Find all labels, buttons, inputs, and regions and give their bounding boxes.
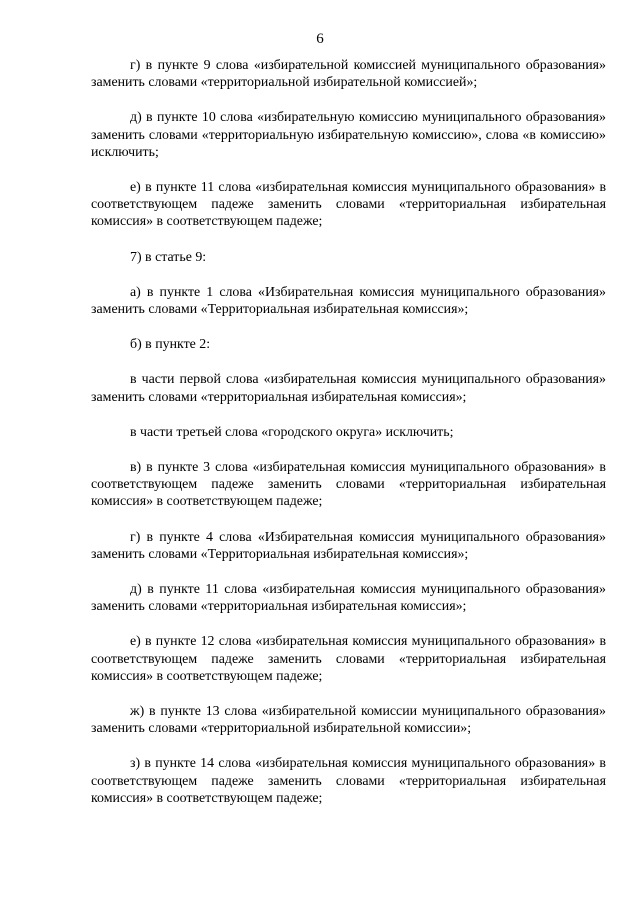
paragraph-zh-item-13: ж) в пункте 13 слова «избирательной комиссии муниципального образования» заменить словами «территориальной избирательной комиссии»; (91, 704, 606, 737)
paragraph-v-item-3: в) в пункте 3 слова «избирательная комиссия муниципального образования» в соответствующем падеже заменить словами «территориальная избирательная комиссия» в соответствующем падеже; (91, 460, 606, 510)
paragraph-d-item-10: д) в пункте 10 слова «избирательную комиссию муниципального образования» заменить словами «территориальную избирательную комиссию», слова «в комиссию» исключить; (91, 110, 606, 160)
paragraph-g-item-9: г) в пункте 9 слова «избирательной комиссией муниципального образования» заменить словами «территориальной избирательной комиссией»; (91, 58, 606, 91)
paragraph-b-item-2-heading: б) в пункте 2: (130, 337, 211, 353)
paragraph-g-item-4: г) в пункте 4 слова «Избирательная комиссия муниципального образования» заменить словами «Территориальная избирательная комиссия»; (91, 529, 606, 562)
page-number: 6 (316, 31, 324, 47)
paragraph-article-9-heading: 7) в статье 9: (130, 249, 207, 265)
paragraph-a-item-1: а) в пункте 1 слова «Избирательная комиссия муниципального образования» заменить словами «Территориальная избирательная комиссия»; (91, 284, 606, 318)
paragraph-part-one: в части первой слова «избирательная комиссия муниципального образования» заменить словами «территориальная избирательная комиссия»; (91, 372, 606, 405)
paragraph-e-item-11: е) в пункте 11 слова «избирательная комиссия муниципального образования» в соответствующем падеже заменить словами «территориальная избирательная комиссия» в соответствующем падеже; (91, 180, 606, 230)
paragraph-z-item-14: з) в пункте 14 слова «избирательная комиссия муниципального образования» в соответствующем падеже заменить словами «территориальная избирательная комиссия» в соответствующем падеже; (91, 756, 606, 806)
document-body (91, 57, 606, 825)
paragraph-d-item-11: д) в пункте 11 слова «избирательная комиссия муниципального образования» заменить словами «территориальная избирательная комиссия»; (91, 582, 606, 615)
paragraph-e-item-12: е) в пункте 12 слова «избирательная комиссия муниципального образования» в соответствующем падеже заменить словами «территориальная избирательная комиссия» в соответствующем падеже; (91, 634, 606, 684)
paragraph-part-three: в части третьей слова «городского округа» исключить; (130, 424, 454, 440)
